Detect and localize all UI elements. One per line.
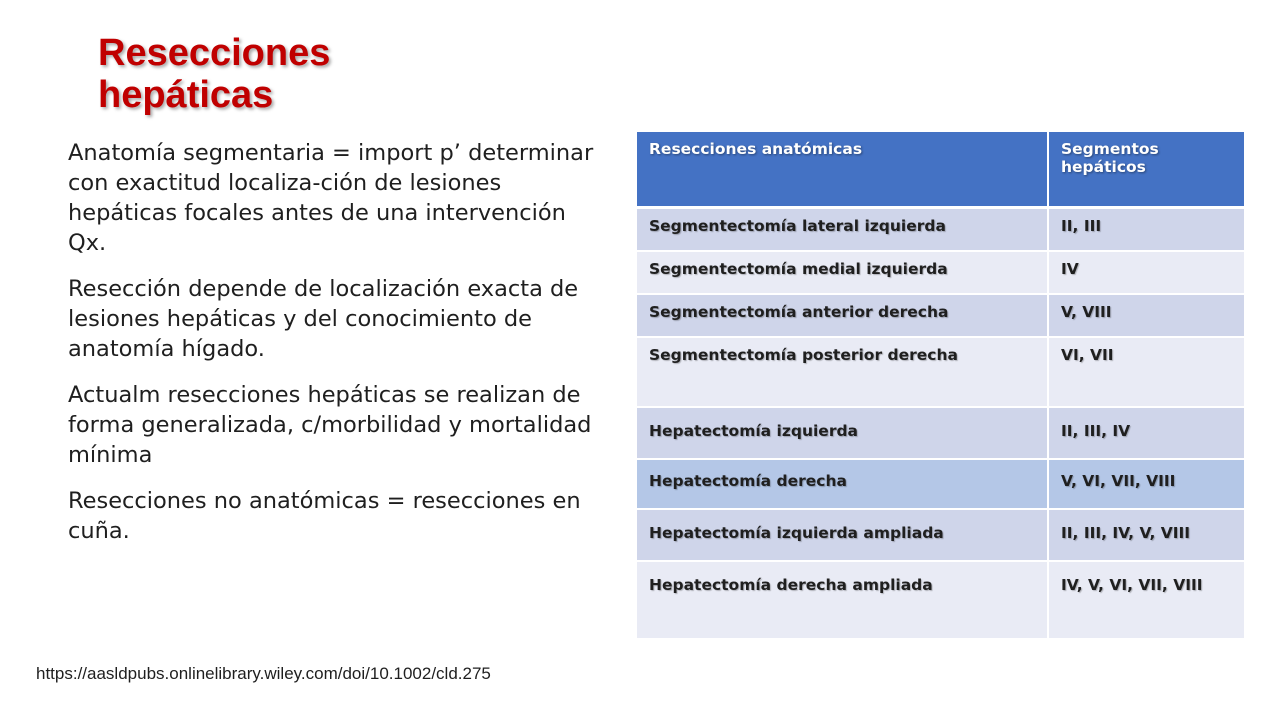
resection-name: Segmentectomía lateral izquierda <box>637 208 1048 252</box>
header-resections: Resecciones anatómicas <box>637 132 1048 208</box>
resection-name: Hepatectomía izquierda <box>637 407 1048 459</box>
table-row <box>637 509 1244 561</box>
segments-value: II, III, IV <box>1048 407 1244 459</box>
segments-value: VI, VII <box>1048 337 1244 407</box>
header-segments: Segmentos hepáticos <box>1048 132 1244 208</box>
table-header-row <box>637 132 1244 208</box>
segments-value: II, III <box>1048 208 1244 252</box>
table-row <box>637 251 1244 294</box>
segments-value: V, VI, VII, VIII <box>1048 459 1244 509</box>
bullet-item: Anatomía segmentaria = import p’ determinar con exactitud localiza-ción de lesiones hepáticas focales antes de una intervención Qx. <box>68 140 594 256</box>
bullet-item: Resección depende de localización exacta de lesiones hepáticas y del conocimiento de anatomía hígado. <box>68 276 579 362</box>
table-row <box>637 407 1244 459</box>
table-row <box>637 561 1244 639</box>
table-row <box>637 294 1244 337</box>
segments-value: IV <box>1048 251 1244 294</box>
bullet-list <box>68 138 608 562</box>
slide-title: Resecciones hepáticas <box>98 32 331 116</box>
bullet-item: Actualm resecciones hepáticas se realizan de forma generalizada, c/morbilidad y mortalidad mínima <box>68 382 592 468</box>
segments-value: II, III, IV, V, VIII <box>1048 509 1244 561</box>
resection-name: Segmentectomía medial izquierda <box>637 251 1048 294</box>
bullet-item: Resecciones no anatómicas = resecciones en cuña. <box>68 488 581 544</box>
table-row <box>637 459 1244 509</box>
resection-name: Hepatectomía izquierda ampliada <box>637 509 1048 561</box>
resection-name: Segmentectomía anterior derecha <box>637 294 1048 337</box>
table-row <box>637 208 1244 252</box>
resection-name: Hepatectomía derecha <box>637 459 1048 509</box>
segments-value: V, VIII <box>1048 294 1244 337</box>
source-url: https://aasldpubs.onlinelibrary.wiley.com/doi/10.1002/cld.275 <box>36 664 491 683</box>
segments-value: IV, V, VI, VII, VIII <box>1048 561 1244 639</box>
resections-table <box>637 132 1244 640</box>
resection-name: Segmentectomía posterior derecha <box>637 337 1048 407</box>
table-row <box>637 337 1244 407</box>
resection-name: Hepatectomía derecha ampliada <box>637 561 1048 639</box>
